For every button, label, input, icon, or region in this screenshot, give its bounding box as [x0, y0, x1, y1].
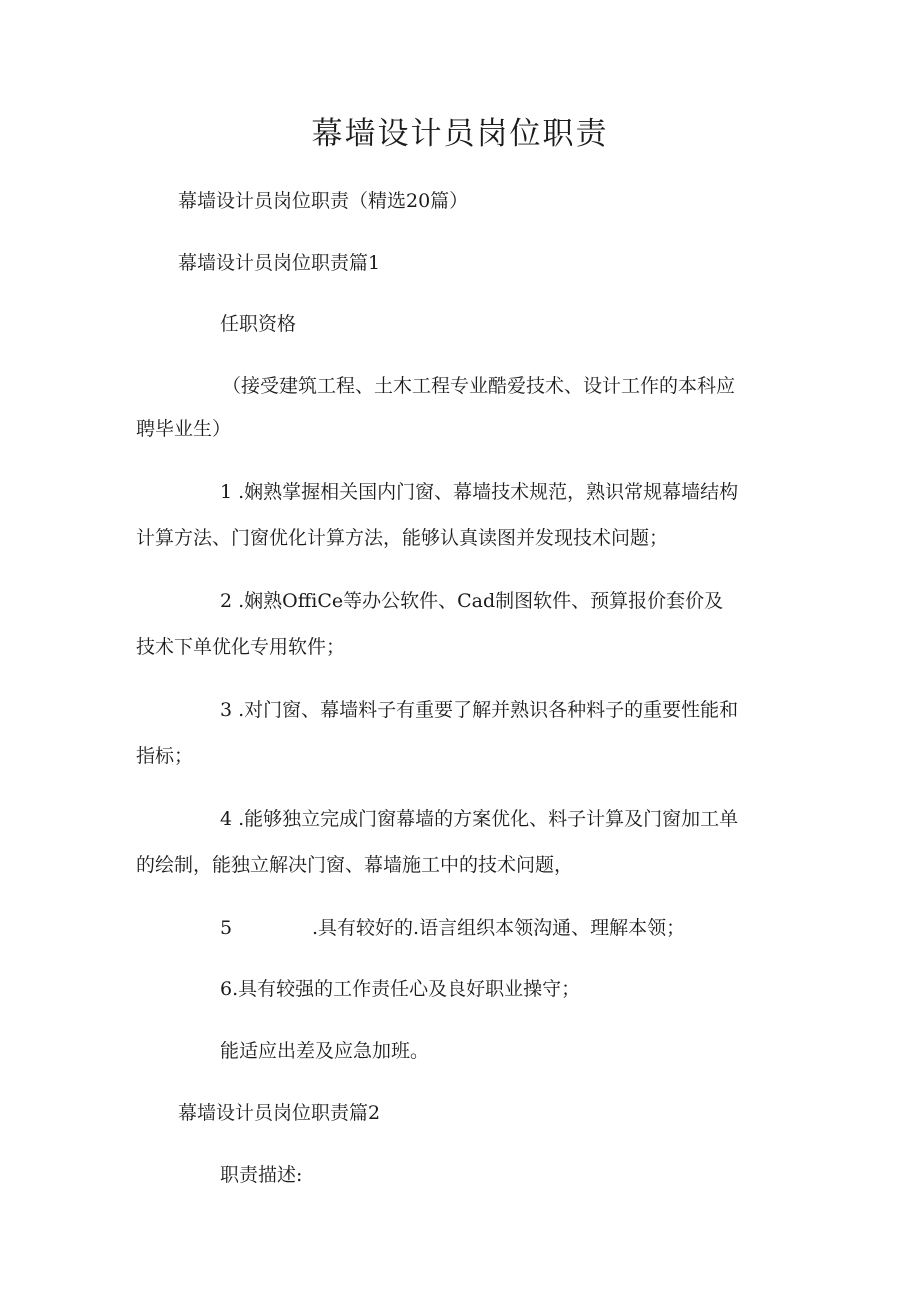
document-title: 幕墙设计员岗位职责 [311, 116, 609, 152]
list-item-3-line-2: 指标； [136, 745, 194, 767]
list-item-1-line-1: 1 .娴熟掌握相关国内门窗、幕墙技术规范，熟识常规幕墙结构 [220, 481, 739, 503]
list-item-1-line-2: 计算方法、门窗优化计算方法，能够认真读图并发现技术问题； [136, 527, 669, 549]
section-heading-1: 幕墙设计员岗位职责篇1 [178, 252, 381, 274]
qualifications-label: 任职资格 [220, 313, 297, 335]
list-item-4-line-2: 的绘制，能独立解决门窗、幕墙施工中的技术问题， [136, 854, 574, 876]
section-heading-2: 幕墙设计员岗位职责篇2 [178, 1102, 381, 1124]
list-item-4-line-1: 4 .能够独立完成门窗幕墙的方案优化、料子计算及门窗加工单 [220, 808, 739, 830]
list-item-7: 能适应出差及应急加班。 [220, 1040, 430, 1062]
list-item-2-line-1: 2 .娴熟OffiCe等办公软件、Cad制图软件、预算报价套价及 [220, 590, 724, 612]
list-item-2-line-2: 技术下单优化专用软件； [136, 636, 346, 658]
list-item-5-text: .具有较好的.语言组织本领沟通、理解本领； [312, 917, 686, 939]
list-item-3-line-1: 3 .对门窗、幕墙料子有重要了解并熟识各种料子的重要性能和 [220, 699, 739, 721]
intro-paragraph-line-2: 聘毕业生） [136, 418, 232, 440]
document-subtitle: 幕墙设计员岗位职责（精选20篇） [178, 190, 469, 212]
duties-label: 职责描述: [220, 1164, 303, 1186]
list-item-6: 6.具有较强的工作责任心及良好职业操守； [220, 978, 581, 1000]
intro-paragraph-line-1: （接受建筑工程、土木工程专业酷爱技术、设计工作的本科应 [222, 375, 736, 397]
list-item-5-number: 5 [220, 917, 233, 939]
